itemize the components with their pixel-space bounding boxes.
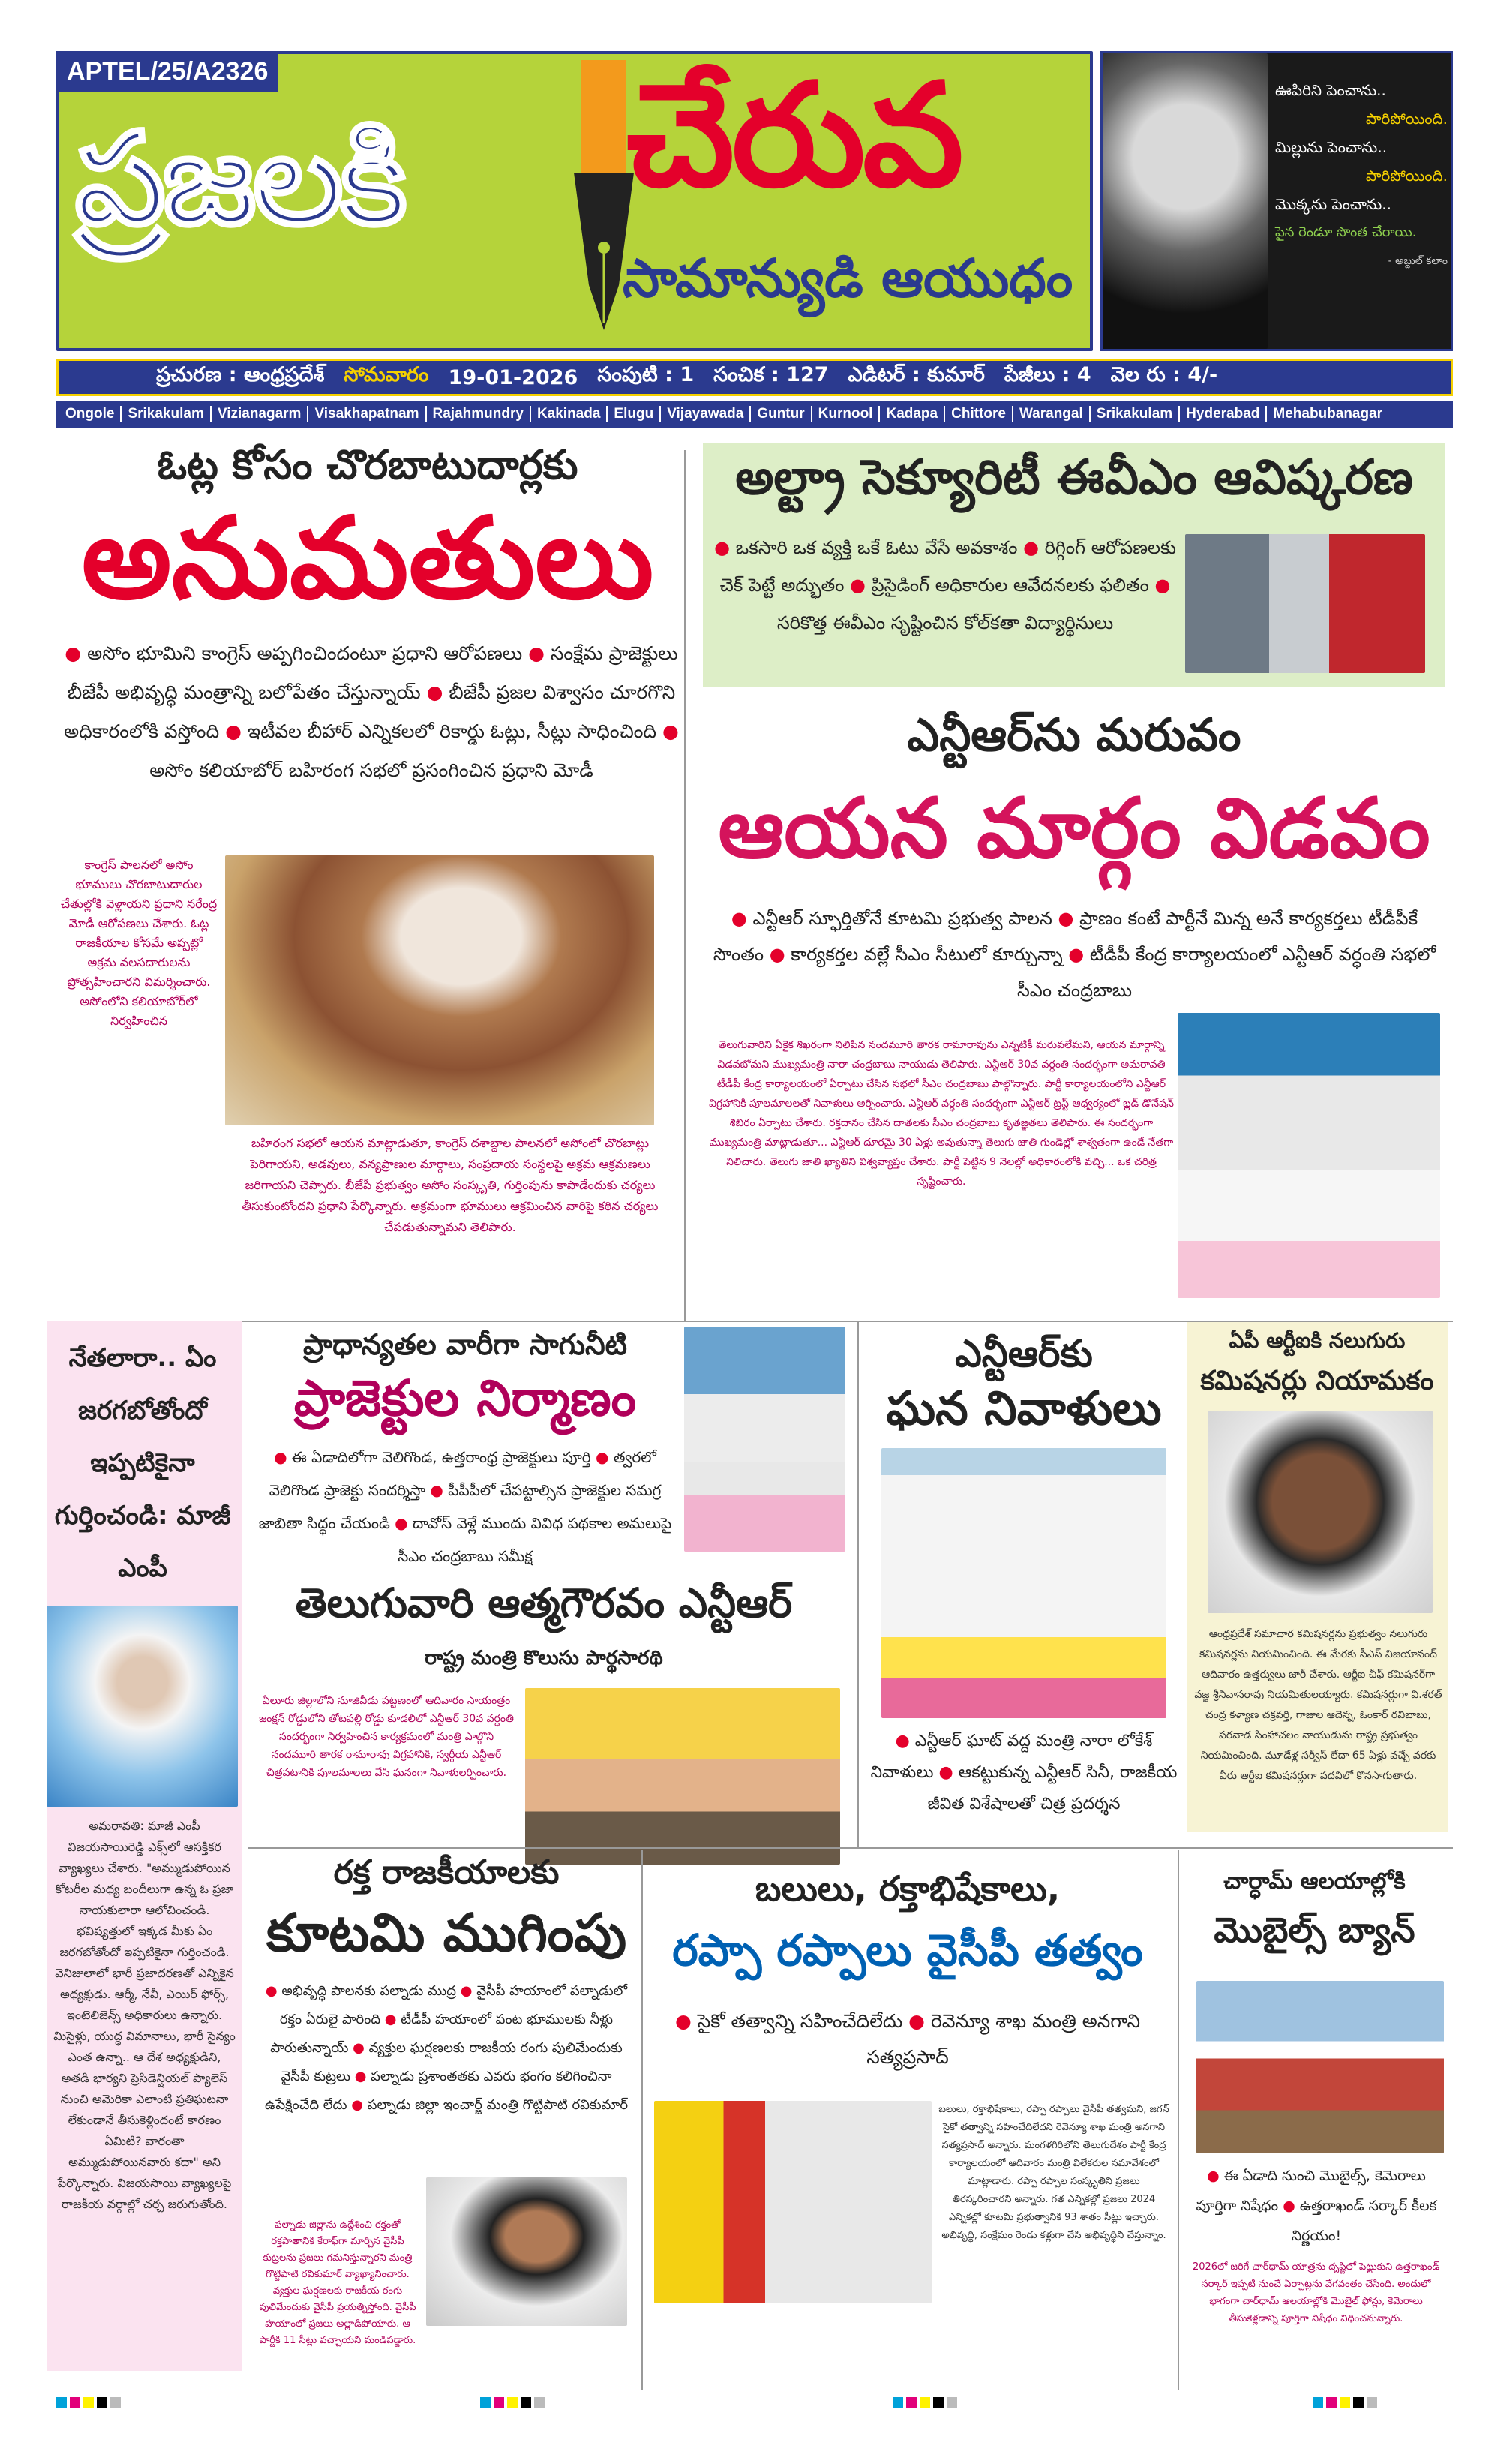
irrig-bullet: దావోస్ వెళ్లే ముందు వివిధ పథకాల అమలుపై సీఎం చంద్రబాబు సమీక్ష — [398, 1514, 672, 1565]
color-registration-bar — [893, 2397, 957, 2408]
evm-headline: అల్ట్రా సెక్యూరిటీ ఈవీఎం ఆవిష్కరణ — [735, 450, 1413, 506]
red-dot-bullet-icon: ● — [354, 2069, 367, 2084]
registration-swatch — [521, 2397, 531, 2408]
red-dot-bullet-icon: ● — [460, 1983, 473, 1999]
modi-photo — [225, 855, 654, 1125]
ntr-kicker: ఎన్టీఆర్‌ను మరువం — [907, 709, 1241, 762]
red-dot-bullet-icon: ● — [225, 720, 242, 742]
alliance-body: పల్నాడు జిల్లాను ఉద్దేశించి రక్తంతో రక్తపాతానికి కేరాఫ్‌గా మార్చిన వైసీపీ కుట్రలను ప్రజలు గమనిస్తున్నారని మంత్రి గొట్టిపాటి రవికుమార్ వ్యాఖ్యానించారు. వ్యక్తుల ఘర్షణలకు రాజకీయ రంగు పులిమేందుకు వైసీపీ ప్రయత్నిస్తోంది. వైసీపీ హయాంలో ప్రజలు అల్లాడిపోయారు. ఆ పార్టీకి 11 సీట్లు వచ్చాయని మండిపడ్డారు. — [259, 2219, 416, 2346]
date: 19-01-2026 — [448, 365, 578, 389]
alliance-bullet: పల్నాడు జిల్లా ఇంచార్జ్ మంత్రి గొట్టిపాటి రవికుమార్ — [367, 2097, 629, 2113]
red-dot-bullet-icon: ● — [1058, 908, 1074, 929]
lead-bullet: బీజేపీ ప్రజల విశ్వాసం చూరగొని అధికారంలోకి వస్తోంది — [64, 681, 676, 742]
poem-line: మొక్కను పెంచాను.. — [1275, 195, 1391, 213]
lead-body: బహిరంగ సభలో ఆయన మాట్లాడుతూ, కాంగ్రెస్ దశాబ్దాల పాలనలో అసోంలో చొరబాట్లు పెరిగాయని, అడవులు, వన్యప్రాణుల మార్గాలు, సంప్రదాయ సంస్థలపై అక్రమ ఆక్రమణలు జరిగాయని చెప్పారు. బీజేపీ ప్రభుత్వం అసోం సంస్కృతి, గుర్తింపును కాపాడేందుకు చర్యలు తీసుకుంటోందని ప్రధాని పేర్కొన్నారు. అక్రమంగా భూములు ఆక్రమించిన వారిపై కఠిన చర్యలు చేపడుతున్నామని తెలిపారు. — [242, 1136, 659, 1234]
title-right: చేరువ — [626, 53, 961, 218]
col-divider-3 — [641, 1850, 643, 2390]
evm-photo — [1185, 534, 1425, 673]
red-dot-bullet-icon: ● — [662, 720, 679, 742]
phones-bullet: ఉత్తరాఖండ్ సర్కార్ కీలక నిర్ణయం! — [1291, 2198, 1437, 2244]
irrig-bullet: పీపీపీలో చేపట్టాల్సిన ప్రాజెక్టుల సమగ్ర జాబితా సిద్ధం చేయండి — [258, 1481, 662, 1532]
lokesh-photo — [881, 1448, 1166, 1718]
registration-swatch — [56, 2397, 67, 2408]
kalam-quote-box — [1100, 51, 1453, 351]
ntr-bullet: టీడీపీ కేంద్ర కార్యాలయంలో ఎన్టీఆర్ వర్ధంతి సభలో సీఎం చంద్రబాబు — [1016, 944, 1436, 1001]
registration-swatch — [507, 2397, 518, 2408]
red-dot-bullet-icon: ● — [528, 642, 545, 664]
pride-sub: రాష్ట్ర మంత్రి కొలుసు పార్థసారథి — [425, 1647, 663, 1669]
poem-line: మిల్లును పెంచాను.. — [1275, 138, 1388, 156]
lead-bullet: సంక్షేమ ప్రాజెక్టులు బీజేపీ అభివృద్ధి మంత్రాన్ని బలోపేతం చేస్తున్నాయ్ — [67, 642, 678, 703]
red-dot-bullet-icon: ● — [1207, 2168, 1220, 2184]
red-dot-bullet-icon: ● — [908, 2010, 925, 2032]
lead-bullet: అసోం భూమిని కాంగ్రెస్ అప్పగించిందంటూ ప్రధాని ఆరోపణలు — [87, 642, 523, 664]
red-dot-bullet-icon: ● — [274, 1448, 287, 1466]
registration-swatch — [494, 2397, 504, 2408]
red-dot-bullet-icon: ● — [1068, 944, 1085, 965]
irrigation-photo — [684, 1327, 845, 1552]
evm-bullet: ఒకసారి ఒక వ్యక్తి ఒకే ఓటు వేసే అవకాశం — [735, 537, 1018, 558]
poem-line: పారిపోయింది. — [1365, 110, 1448, 128]
anagani-photo — [654, 2101, 932, 2303]
lead-kicker: ఓట్ల కోసం చొరబాటుదార్లకు — [157, 441, 578, 488]
alliance-bullet: అభివృద్ధి పాలనకు పల్నాడు ముద్ర — [281, 1983, 456, 1999]
lead-side-text: కాంగ్రెస్ పాలనలో అసోం భూములు చొరబాటుదారుల చేతుల్లోకి వెళ్లాయని ప్రధాని నరేంద్ర మోడీ ఆరోపణలు చేశారు. ఓట్ల రాజకీయాల కోసమే అప్పట్లో అక్రమ వలసదారులను ప్రోత్సహించారని విమర్శించారు. అసోంలోని కలియాబోర్‌లో నిర్వహించిన — [60, 858, 218, 1028]
irrig-bullet: త్వరలో వెలిగొండ ప్రాజెక్టు సందర్శిస్తా — [269, 1448, 656, 1499]
alliance-bullet: వ్యక్తుల ఘర్షణలకు రాజకీయ రంగు పులిమేందుకు వైసీపీ కుట్రలు — [281, 2040, 623, 2084]
registration-swatch — [906, 2397, 917, 2408]
vsai-body: అమరావతి: మాజీ ఎంపీ విజయసాయిరెడ్డి ఎక్స్‌లో ఆసక్తికర వ్యాఖ్యలు చేశారు. "అమ్ముడుపోయిన కోటరీల మధ్య బందీలుగా ఉన్న ఓ ప్రజా నాయకులారా ఆలోచించండి. భవిష్యత్తులో ఇక్కడ మీకు ఏం జరగబోతోందో ఇప్పటికైనా గుర్తించండి. వెనిజులాలో భారీ ప్రజాదరణతో ఎన్నికైన అధ్యక్షుడు. ఆర్మీ, నేవీ, ఎయిర్ ఫోర్స్, ఇంటెలిజెన్స్ అధికారులు ఉన్నారు. మిసైళ్లు, యుద్ధ విమానాలు, భారీ సైన్యం ఎంత ఉన్నా.. ఆ దేశ అధ్యక్షుడిని, అతడి భార్యని ప్రెసిడెన్షియల్ ప్యాలెస్ నుంచి అమెరికా ఎలాంటి ప్రతిఘటనా లేకుండానే తీసుకెళ్లిందంటే కారణం ఏమిటి? వారంతా అమ్ముడుపోయినవారు కదా" అని పేర్కొన్నారు. విజయసాయి వ్యాఖ్యలపై రాజకీయ వర్గాల్లో చర్చ జరుగుతోంది. — [53, 1819, 236, 2211]
red-dot-bullet-icon: ● — [395, 1514, 408, 1532]
registration-swatch — [1353, 2397, 1364, 2408]
tagline: సామాన్యుడి ఆయుధం — [623, 248, 1073, 309]
red-dot-bullet-icon: ● — [596, 1448, 609, 1466]
registration-swatch — [534, 2397, 545, 2408]
info-bar — [56, 359, 1453, 396]
title-left: ప్రజలకి — [75, 105, 404, 254]
minister-garland-photo — [525, 1688, 840, 1865]
alliance-headline: కూటమి ముగింపు — [266, 1902, 627, 1964]
red-dot-bullet-icon: ● — [426, 681, 443, 703]
irrig-kicker: ప్రాధాన్యతల వారీగా సాగునీటి — [303, 1328, 627, 1361]
city: Visakhapatnam — [308, 406, 426, 422]
registration-swatch — [70, 2397, 80, 2408]
kalam-poem — [1275, 76, 1448, 275]
red-dot-bullet-icon: ● — [351, 2097, 363, 2113]
ntr-bullets — [709, 900, 1440, 1008]
column-divider — [684, 450, 686, 1321]
city: Srikakulam — [1091, 406, 1180, 422]
gottipati-photo — [426, 2177, 627, 2326]
city: Kadapa — [880, 406, 945, 422]
registration-swatch — [1340, 2397, 1350, 2408]
day: సోమవారం — [344, 363, 429, 386]
lead-headline: అనుమతులు — [81, 494, 654, 624]
city: Elugu — [608, 406, 661, 422]
evm-bullets — [713, 529, 1178, 642]
raps-body: బలులు, రక్తాభిషేకాలు, రప్పా రప్పాలు వైసీపీ తత్వమని, జగన్ సైకో తత్వాన్ని సహించేదిలేదని రెవెన్యూ శాఖ మంత్రి అనగాని సత్యప్రసాద్ అన్నారు. మంగళగిరిలోని తెలుగుదేశం పార్టీ కేంద్ర కార్యాలయంలో ఆదివారం మంత్రి విలేకరుల సమావేశంలో మాట్లాడారు. రప్పా రప్పాల సంస్కృతిని ప్రజలు తిరస్కరించారని అన్నారు. గత ఎన్నికల్లో ప్రజలు 2024 ఎన్నికల్లో కూటమి ప్రభుత్వానికి 93 శాతం సీట్లు ఇచ్చారు. అభివృద్ధి, సంక్షేమం రెండు కళ్లుగా చేసి అభివృద్ధిని చేస్తున్నాం. — [938, 2104, 1169, 2241]
cities-strip — [56, 401, 1453, 428]
ntr-body: తెలుగువారిని ఏకైక శిఖరంగా నిలిపిన నందమూరి తారక రామారావును ఎన్నటికీ మరువలేమని, ఆయన మార్గాన్ని విడవబోమని ముఖ్యమంత్రి నారా చంద్రబాబు నాయుడు తెలిపారు. ఎన్టీఆర్ 30వ వర్ధంతి సందర్భంగా అమరావతి టీడీపీ కేంద్ర కార్యాలయంలో ఏర్పాటు చేసిన సభలో సీఎం చంద్రబాబు పాల్గొన్నారు. పార్టీ కార్యాలయంలోని ఎన్టీఆర్ విగ్రహానికి పూలమాలలతో నివాళులు అర్పించారు. ఎన్టీఆర్ వర్ధంతి సందర్భంగా ఎన్టీఆర్ ట్రస్ట్ ఆధ్వర్యంలో బ్లడ్ డొనేషన్ శిబిరం ఏర్పాటు చేశారు. రక్తదానం చేసిన దాతలకు సీఎం చంద్రబాబు కృతజ్ఞతలు తెలిపారు. ఈ సందర్భంగా ముఖ్యమంత్రి మాట్లాడుతూ... ఎన్టీఆర్ దూరమై 30 ఏళ్లు అవుతున్నా తెలుగు జాతి గుండెల్లో శాశ్వతంగా ఉండే నేతగా నిలిచారు. తెలుగు జాతి ఖ్యాతిని విశ్వవ్యాప్తం చేశారు. పార్టీ పెట్టిన 9 నెలల్లో అధికారంలోకి వచ్చి... ఒక చరిత్ర సృష్టించారు. — [709, 1039, 1174, 1188]
publisher: ప్రచురణ : ఆంధ్రప్రదేశ్ — [156, 363, 325, 386]
alliance-bullet: వైసీపీ హయాంలో పల్నాడులో రక్తం ఏరులై పారింది — [279, 1983, 628, 2027]
registration-swatch — [947, 2397, 957, 2408]
ntr-bullet: ప్రాణం కంటే పార్టీనే మిన్న అనే కార్యకర్తలు టీడీపీకే సొంతం — [713, 908, 1418, 965]
red-dot-bullet-icon: ● — [353, 2040, 365, 2056]
city: Hyderabad — [1180, 406, 1267, 422]
city: Kakinada — [531, 406, 608, 422]
raps-bullet: సైకో తత్వాన్ని సహించేదిలేదు — [697, 2010, 903, 2032]
poem-line: పారిపోయింది. — [1365, 167, 1448, 185]
tribute-kicker: ఎన్టీఆర్‌కు — [955, 1332, 1093, 1375]
evm-bullet: రిగ్గింగ్ ఆరోపణలకు చెక్ పెట్టే అద్భుతం — [719, 537, 1176, 596]
color-registration-bar — [1313, 2397, 1377, 2408]
city: Chittore — [945, 406, 1013, 422]
registration-swatch — [1326, 2397, 1337, 2408]
comm-body: ఆంధ్రప్రదేశ్ సమాచార కమిషనర్లను ప్రభుత్వం నలుగురు కమిషనర్లను నియమించింది. ఈ మేరకు సీఎస్ విజయానంద్ ఆదివారం ఉత్తర్వులు జారీ చేశారు. ఆర్టీఐ చీఫ్ కమిషనర్‌గా వజ్జ శ్రీనివాసరావు నియమితులయ్యారు. కమిషనర్లుగా వి.శరత్ చంద్ర కళ్యాణ చక్రవర్తి, గాజుల ఆదెన్న, ఓంకార్ రవిబాబు, పరవాడ సింహాచలం నాయుడును రాష్ట్ర ప్రభుత్వం నియమించింది. మూడేళ్ల సర్వీస్ లేదా 65 ఏళ్లు వచ్చే వరకు వీరు ఆర్టీఐ కమిషనర్లుగా పదవిలో కొనసాగుతారు. — [1194, 1628, 1442, 1782]
red-dot-bullet-icon: ● — [895, 1732, 910, 1750]
tribute-bullets — [866, 1726, 1181, 1820]
registration-swatch — [83, 2397, 94, 2408]
city: Warangal — [1013, 406, 1091, 422]
kalam-photo — [1103, 53, 1268, 349]
tribute-bullet: ఎన్టీఆర్ ఘాట్ వద్ద మంత్రి నారా లోకేశ్ నివాళులు — [870, 1732, 1153, 1782]
col-divider-4 — [1178, 1850, 1179, 2390]
red-dot-bullet-icon: ● — [384, 2012, 397, 2027]
raps-bullet: రెవెన్యూ శాఖ మంత్రి అనగాని సత్యప్రసాద్ — [866, 2010, 1141, 2068]
poem-line: ఊపిరిని పెంచాను.. — [1275, 81, 1386, 99]
alliance-kicker: రక్త రాజకీయాలకు — [333, 1853, 560, 1892]
col-divider-2 — [857, 1322, 859, 1847]
city: Srikakulam — [122, 406, 211, 422]
red-dot-bullet-icon: ● — [1154, 575, 1171, 596]
registration-swatch — [110, 2397, 121, 2408]
red-dot-bullet-icon: ● — [65, 642, 82, 664]
city: Ongole — [59, 406, 122, 422]
irrig-headline: ప్రాజెక్టుల నిర్మాణం — [293, 1369, 637, 1427]
red-dot-bullet-icon: ● — [265, 1983, 278, 1999]
evm-bullet: ప్రిసైడింగ్ అధికారుల ఆవేదనలకు ఫలితం — [871, 575, 1149, 596]
phones-bullets — [1185, 2161, 1448, 2251]
red-dot-bullet-icon: ● — [1023, 537, 1040, 558]
editor: ఎడిటర్ : కుమార్ — [848, 363, 985, 386]
issue: సంచిక : 127 — [713, 363, 829, 386]
registration-number: APTEL/25/A2326 — [56, 51, 278, 92]
evm-bullet: సరికొత్త ఈవీఎం సృష్టించిన కోల్‌కతా విద్యార్థినులు — [776, 612, 1114, 633]
raps-headline: రప్పా రప్పాలు వైసీపీ తత్వం — [672, 1925, 1143, 1976]
lead-bullets — [64, 634, 679, 790]
phones-headline: మొబైల్స్ బ్యాన్ — [1214, 1910, 1415, 1950]
registration-swatch — [1313, 2397, 1323, 2408]
alliance-bullet: టీడీపీ హయాంలో పంట భూములకు నీళ్లు పారుతున్నాయ్ — [270, 2012, 614, 2056]
ntr-headline: ఆయన మార్గం విడవం — [718, 780, 1430, 876]
red-dot-bullet-icon: ● — [769, 944, 785, 965]
city: Vijayawada — [661, 406, 751, 422]
phones-body: 2026లో జరిగే చార్‌ధామ్ యాత్రను దృష్టిలో పెట్టుకుని ఉత్తరాఖండ్ సర్కార్ ఇప్పటి నుంచే ఏర్పాట్లను వేగవంతం చేసింది. అందులో భాగంగా చార్‌ధామ్ ఆలయాల్లోకి మొబైల్ ఫోన్లు, కెమెరాలు తీసుకెళ్లడాన్ని పూర్తిగా నిషేధం విధించనున్నారు. — [1192, 2261, 1440, 2324]
vijayasai-photo — [47, 1606, 238, 1807]
row-divider-2 — [248, 1847, 1453, 1849]
red-dot-bullet-icon: ● — [731, 908, 747, 929]
pride-headline: తెలుగువారి ఆత్మగౌరవం ఎన్టీఆర్ — [295, 1579, 793, 1627]
comm-kicker: ఏపీ ఆర్టీఐకి నలుగురు — [1229, 1328, 1406, 1353]
color-registration-bar — [480, 2397, 545, 2408]
irrig-bullets — [255, 1441, 675, 1573]
lead-bullet: అసోం కలియాబోర్ బహిరంగ సభలో ప్రసంగించిన ప్రధాని మోడీ — [149, 759, 593, 781]
poem-line: పైన రెండూ సొంత చేరాయి. — [1275, 224, 1417, 240]
kedarnath-temple-photo — [1196, 1981, 1444, 2153]
phones-kicker: చార్ధామ్ ఆలయాల్లోకి — [1223, 1868, 1406, 1895]
volume: సంపుటి : 1 — [597, 363, 695, 386]
irrig-bullet: ఈ ఏడాదిలోగా వెలిగొండ, ఉత్తరాంధ్ర ప్రాజెక్టులు పూర్తి — [291, 1448, 591, 1466]
red-dot-bullet-icon: ● — [674, 2010, 692, 2032]
registration-swatch — [933, 2397, 944, 2408]
tribute-bullet: ఆకట్టుకున్న ఎన్టీఆర్ సినీ, రాజకీయ జీవిత విశేషాలతో చిత్ర ప్రదర్శన — [927, 1763, 1178, 1813]
poem-author: - అబ్దుల్ కలాం — [1388, 255, 1448, 267]
price: వెల రు : 4/- — [1110, 363, 1218, 386]
ntr-bullet: కార్యకర్తల వల్లే సీఎం సీటులో కూర్చున్నా — [791, 944, 1063, 965]
registration-swatch — [893, 2397, 903, 2408]
red-dot-bullet-icon: ● — [714, 537, 731, 558]
comm-headline: కమిషనర్లు నియామకం — [1200, 1366, 1434, 1396]
pages: పేజీలు : 4 — [1004, 363, 1091, 386]
pride-body: ఏలూరు జిల్లాలోని నూజివీడు పట్టణంలో ఆదివారం సాయంత్రం జంక్షన్ రోడ్డులోని తోటపల్లి రోడ్డు కూడలిలో ఎన్టీఆర్ 30వ వర్ధంతి సందర్భంగా నిర్వహించిన కార్యక్రమంలో మంత్రి పాల్గొని నందమూరి తారక రామారావు విగ్రహానికి, స్వర్గీయ ఎన్టీఆర్ చిత్రపటానికి పూలమాలలు వేసి ఘనంగా నివాళులర్పించారు. — [259, 1695, 514, 1779]
tribute-headline: ఘన నివాళులు — [886, 1381, 1162, 1435]
city: Mehabubanagar — [1273, 406, 1383, 422]
commissioner-photo — [1208, 1411, 1433, 1613]
color-registration-bar — [56, 2397, 121, 2408]
red-dot-bullet-icon: ● — [1283, 2198, 1295, 2214]
red-dot-bullet-icon: ● — [430, 1481, 443, 1499]
registration-swatch — [480, 2397, 491, 2408]
chandrababu-photo — [1178, 1013, 1440, 1298]
ntr-bullet: ఎన్టీఆర్ స్ఫూర్తితోనే కూటమి ప్రభుత్వ పాలన — [752, 908, 1052, 929]
registration-swatch — [97, 2397, 107, 2408]
city: Vizianagarm — [212, 406, 309, 422]
red-dot-bullet-icon: ● — [850, 575, 866, 596]
city: Rajahmundry — [427, 406, 531, 422]
phones-bullet: ఈ ఏడాది నుంచి మొబైల్స్, కెమెరాలు పూర్తిగా నిషేధం — [1196, 2168, 1426, 2214]
alliance-bullet: పల్నాడు ప్రశాంతతకు ఎవరు భంగం కలిగించినా ఉపేక్షించేది లేదు — [264, 2069, 612, 2113]
raps-bullets — [653, 2003, 1163, 2075]
registration-swatch — [1367, 2397, 1377, 2408]
city: Kurnool — [812, 406, 881, 422]
alliance-bullets — [259, 1977, 634, 2120]
lead-bullet: ఇటీవల బీహార్ ఎన్నికలలో రికార్డు ఓట్లు, సీట్లు సాధించింది — [247, 720, 657, 742]
red-dot-bullet-icon: ● — [938, 1763, 953, 1782]
city: Guntur — [751, 406, 812, 422]
raps-kicker: బలులు, రక్తాభిషేకాలు, — [755, 1868, 1061, 1909]
vsai-headline: నేతలారా.. ఏం జరగబోతోందో ఇప్పటికైనా గుర్తించండి: మాజీ ఎంపీ — [54, 1343, 231, 1583]
registration-swatch — [920, 2397, 930, 2408]
